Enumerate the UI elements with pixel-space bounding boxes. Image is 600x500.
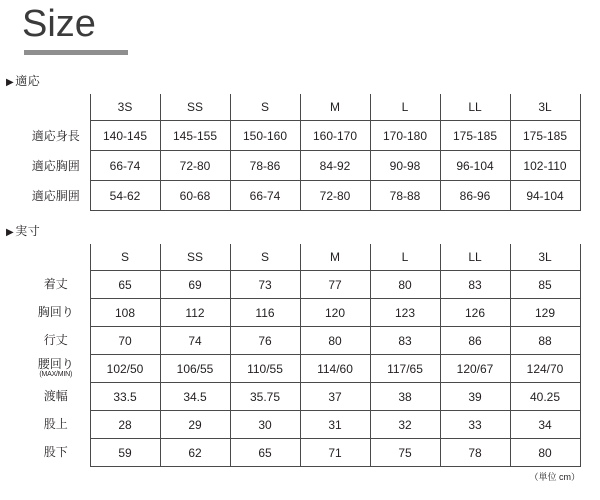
table-cell: 73: [230, 271, 300, 299]
table-cell: 145-155: [160, 121, 230, 151]
table-cell: 108: [90, 299, 160, 327]
table-cell: 75: [370, 439, 440, 467]
table-row: [22, 271, 580, 299]
row-label-main: 腰回り: [37, 357, 74, 371]
column-header-m: M: [300, 244, 370, 271]
jissun-size-table: [22, 244, 581, 467]
table-cell: 140-145: [90, 121, 160, 151]
table-cell: 88: [510, 327, 580, 355]
unit-note: （単位 cm）: [529, 472, 580, 482]
table-cell: 54-62: [90, 181, 160, 211]
tekiou-size-table: [22, 94, 581, 211]
table-cell: 102-110: [510, 151, 580, 181]
row-label-main: 股上: [43, 417, 68, 431]
table-cell: 70: [90, 327, 160, 355]
table-cell: 74: [160, 327, 230, 355]
column-header-m: M: [300, 94, 370, 121]
section-heading-jissun-label: 実寸: [15, 224, 41, 238]
table-cell: 112: [160, 299, 230, 327]
column-header-s: S: [230, 94, 300, 121]
column-header-s: S: [230, 244, 300, 271]
row-label-main: 股下: [43, 445, 68, 459]
table-cell: 29: [160, 411, 230, 439]
table-cell: 35.75: [230, 383, 300, 411]
table-cell: 83: [440, 271, 510, 299]
column-header-l: L: [370, 244, 440, 271]
row-label: [22, 299, 90, 327]
table-cell: 110/55: [230, 355, 300, 383]
table-cell: 160-170: [300, 121, 370, 151]
table-row: [22, 299, 580, 327]
table-cell: 129: [510, 299, 580, 327]
row-label: [22, 439, 90, 467]
row-label: [22, 271, 90, 299]
table-cell: 126: [440, 299, 510, 327]
column-header-3s: 3S: [90, 94, 160, 121]
row-label-main: 渡幅: [43, 389, 68, 403]
table-cell: 76: [230, 327, 300, 355]
table-cell: 83: [370, 327, 440, 355]
table-cell: 78: [440, 439, 510, 467]
table-cell: 150-160: [230, 121, 300, 151]
table-cell: 85: [510, 271, 580, 299]
table-cell: 78-86: [230, 151, 300, 181]
row-label: 適応胴囲: [22, 181, 90, 211]
table-cell: 86-96: [440, 181, 510, 211]
table-cell: 38: [370, 383, 440, 411]
table-corner-cell: [22, 94, 90, 121]
table-cell: 30: [230, 411, 300, 439]
table-cell: 65: [90, 271, 160, 299]
table-cell: 175-185: [440, 121, 510, 151]
table-cell: 33.5: [90, 383, 160, 411]
table-cell: 34: [510, 411, 580, 439]
table-row: [22, 439, 580, 467]
table-cell: 124/70: [510, 355, 580, 383]
table-cell: 31: [300, 411, 370, 439]
table-cell: 84-92: [300, 151, 370, 181]
table-cell: 175-185: [510, 121, 580, 151]
table-row: [22, 327, 580, 355]
triangle-marker-icon: ▶: [6, 227, 15, 238]
column-header-ss: SS: [160, 244, 230, 271]
table-row: [22, 121, 580, 151]
table-cell: 28: [90, 411, 160, 439]
section-heading-tekiou-label: 適応: [15, 74, 41, 88]
row-label: 適応胸囲: [22, 151, 90, 181]
table-cell: 39: [440, 383, 510, 411]
table-cell: 86: [440, 327, 510, 355]
column-header-ll: LL: [440, 244, 510, 271]
table-cell: 170-180: [370, 121, 440, 151]
column-header-3l: 3L: [510, 94, 580, 121]
row-label: [22, 383, 90, 411]
column-header-ll: LL: [440, 94, 510, 121]
table-cell: 71: [300, 439, 370, 467]
table-row: [22, 181, 580, 211]
table-cell: 123: [370, 299, 440, 327]
row-label: 適応身長: [22, 121, 90, 151]
table-cell: 37: [300, 383, 370, 411]
table-row: [22, 411, 580, 439]
table-cell: 65: [230, 439, 300, 467]
table-cell: 66-74: [90, 151, 160, 181]
table-cell: 114/60: [300, 355, 370, 383]
table-row: [22, 383, 580, 411]
table-cell: 80: [510, 439, 580, 467]
row-label-main: 胸回り: [37, 305, 74, 319]
row-label: [22, 411, 90, 439]
column-header-3l: 3L: [510, 244, 580, 271]
table-cell: 59: [90, 439, 160, 467]
table-cell: 80: [300, 327, 370, 355]
row-label-main: 行丈: [43, 333, 68, 347]
column-header-l: L: [370, 94, 440, 121]
table-cell: 60-68: [160, 181, 230, 211]
table-cell: 40.25: [510, 383, 580, 411]
table-cell: 96-104: [440, 151, 510, 181]
row-label-sub: (MAX/MIN): [39, 371, 73, 378]
table-header-row: [22, 94, 580, 121]
row-label: [22, 355, 90, 383]
table-cell: 34.5: [160, 383, 230, 411]
table-cell: 62: [160, 439, 230, 467]
section-heading-tekiou: [6, 72, 40, 89]
table-row: [22, 151, 580, 181]
table-cell: 33: [440, 411, 510, 439]
table-cell: 102/50: [90, 355, 160, 383]
title-underline-rule: [24, 50, 128, 55]
column-header-ss: SS: [160, 94, 230, 121]
table-cell: 117/65: [370, 355, 440, 383]
section-heading-jissun: [6, 222, 40, 239]
table-corner-cell: [22, 244, 90, 271]
table-cell: 120/67: [440, 355, 510, 383]
table-row: [22, 355, 580, 383]
column-header-s1: S: [90, 244, 160, 271]
table-cell: 72-80: [300, 181, 370, 211]
table-cell: 72-80: [160, 151, 230, 181]
table-cell: 90-98: [370, 151, 440, 181]
triangle-marker-icon: ▶: [6, 77, 15, 88]
row-label-main: 着丈: [43, 277, 68, 291]
row-label: [22, 327, 90, 355]
table-cell: 116: [230, 299, 300, 327]
table-cell: 77: [300, 271, 370, 299]
table-cell: 69: [160, 271, 230, 299]
table-cell: 80: [370, 271, 440, 299]
table-cell: 106/55: [160, 355, 230, 383]
table-cell: 32: [370, 411, 440, 439]
page-title: Size: [22, 3, 96, 45]
table-cell: 78-88: [370, 181, 440, 211]
table-header-row: [22, 244, 580, 271]
table-cell: 66-74: [230, 181, 300, 211]
table-cell: 94-104: [510, 181, 580, 211]
table-cell: 120: [300, 299, 370, 327]
